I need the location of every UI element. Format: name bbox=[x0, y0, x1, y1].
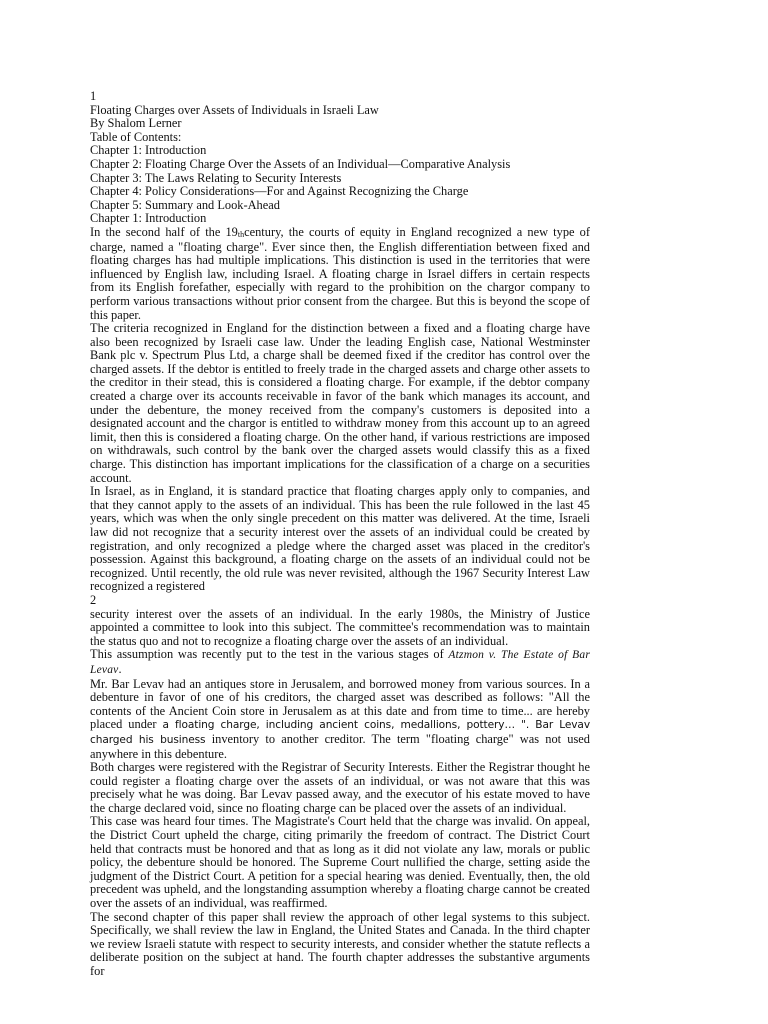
toc-item: Chapter 5: Summary and Look-Ahead bbox=[90, 197, 280, 212]
paragraph: Both charges were registered with the Registrar of Security Interests. Either the Registrar thought he could register a floating charge over the assets of an individual, or was not aware that this was precisely what he was doing. Bar Levav passed away, and the executor of his estate moved to have the charge declared void, since no floating charge can be placed over the assets of an individual. bbox=[90, 760, 590, 815]
paragraph bbox=[90, 226, 590, 322]
page-number: 2 bbox=[90, 592, 97, 607]
paragraph-text: century, the courts of equity in England recognized a new type of charge, named a "floating charge". Ever since then, the English differentiation between fixed and floating charges has had multiple implications. This distinction is used in the territories that were influenced by English law, including Israel. A floating charge in Israel differs in certain respects from its English forefather, especially with regard to the prohibition on the chargor company to perform various transactions without prior consent from the chargee. But this is beyond the scope of this paper. bbox=[90, 224, 590, 322]
toc-item: Chapter 3: The Laws Relating to Security Interests bbox=[90, 170, 342, 185]
toc-heading: Table of Contents: bbox=[90, 129, 182, 144]
paragraph-text: In the second half of the 19 bbox=[90, 224, 238, 239]
document-page bbox=[90, 90, 590, 979]
author-line: By Shalom Lerner bbox=[90, 116, 182, 131]
paragraph: security interest over the assets of an individual. In the early 1980s, the Ministry of Justice appointed a committee to look into this subject. The committee's recommendation was to maintain the status quo and not to recognize a floating charge over the assets of an individual. bbox=[90, 606, 590, 648]
paragraph-text: Mr. Bar Levav had an antiques store in Jerusalem, and borrowed money from various sources. In a debenture in favor of one of his creditors, the charged asset was described as follows: "All the contents of the Ancient Coin store in Jerusalem as at this date and from time to time... are hereby placed under bbox=[90, 676, 590, 732]
page-number: 1 bbox=[90, 89, 97, 103]
toc-item: Chapter 4: Policy Considerations—For and Against Recognizing the Charge bbox=[90, 184, 469, 199]
quoted-text: a floating charge, including ancient coins, medallions, pottery… ". Bar Levav charged his business bbox=[90, 719, 590, 746]
ordinal-suffix: th bbox=[237, 229, 245, 239]
paragraph-text: This assumption was recently put to the test in the various stages of bbox=[90, 647, 449, 662]
paragraph-text: . bbox=[118, 661, 122, 676]
toc-item: Chapter 1: Introduction bbox=[90, 143, 207, 158]
paragraph: This case was heard four times. The Magistrate's Court held that the charge was invalid. On appeal, the District Court upheld the charge, citing primarily the freedom of contract. The District Court held that contracts must be honored and that as long as it did not violate any law, morals or public policy, the debenture should be honored. The Supreme Court nullified the charge, setting aside the judgment of the District Court. A petition for a special hearing was denied. Eventually, then, the old precedent was upheld, and the longstanding assumption whereby a floating charge cannot be created over the assets of an individual, was reaffirmed. bbox=[90, 814, 590, 911]
chapter-heading: Chapter 1: Introduction bbox=[90, 211, 207, 226]
paragraph bbox=[90, 648, 590, 677]
document-title: Floating Charges over Assets of Individuals in Israeli Law bbox=[90, 102, 379, 117]
paragraph bbox=[90, 678, 590, 762]
paragraph: In Israel, as in England, it is standard practice that floating charges apply only to companies, and that they cannot apply to the assets of an individual. This has been the rule followed in the last 45 years, which was when the only single precedent on this matter was delivered. At the time, Israeli law did not recognize that a security interest over the assets of an individual could be created by registration, and only recognized a pledge where the charged asset was placed in the creditor's possession. Against this background, a floating charge on the assets of an individual could not be recognized. Until recently, the old rule was never revisited, although the 1967 Security Interest Law recognized a registered bbox=[90, 484, 590, 594]
paragraph: The criteria recognized in England for the distinction between a fixed and a floating charge have also been recognized by Israeli case law. Under the leading English case, National Westminster Bank plc v. Spectrum Plus Ltd, a charge shall be deemed fixed if the creditor has control over the charged assets. If the debtor is entitled to freely trade in the charged assets and charge other assets to the creditor in their stead, this is considered a floating charge. For example, if the debtor company created a charge over its accounts receivable in favor of the bank which manages its account, and under the debenture, the money received from the company's customers is deposited into a designated account and the chargor is entitled to withdraw money from this account up to an agreed limit, then this is considered a floating charge. On the other hand, if various restrictions are imposed on withdrawals, such control by the bank over the charged assets would classify this as a fixed charge. This distinction has important implications for the classification of a charge on a securities account. bbox=[90, 321, 590, 485]
paragraph-text: inventory to another creditor. The term "floating charge" was not used anywhere in this debenture. bbox=[90, 731, 591, 761]
toc-item: Chapter 2: Floating Charge Over the Assets of an Individual—Comparative Analysis bbox=[90, 156, 511, 171]
paragraph: The second chapter of this paper shall review the approach of other legal systems to this subject. Specifically, we shall review the law in England, the United States and Canada. In the third chapter we review Israeli statute with respect to security interests, and consider whether the statute reflects a deliberate position on the subject at hand. The fourth chapter addresses the substantive arguments for bbox=[90, 909, 590, 978]
case-name: Atzmon v. The Estate of Bar Levav bbox=[90, 649, 590, 676]
